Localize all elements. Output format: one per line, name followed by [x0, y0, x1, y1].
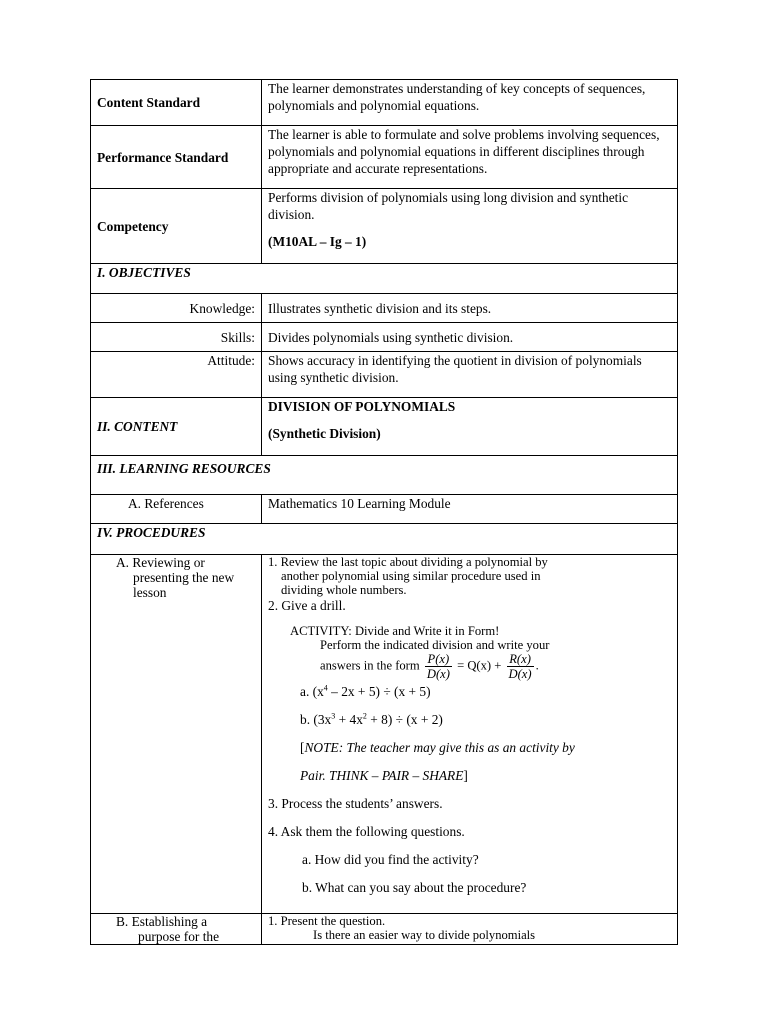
procedure-a-label-line1: A. Reviewing or: [116, 555, 205, 570]
note-bracket-close: ]: [463, 768, 468, 783]
resources-heading-row: [91, 456, 678, 495]
content-cell: [262, 398, 678, 456]
competency-label: Competency: [91, 189, 262, 264]
procedure-b-label-line1: B. Establishing a: [116, 914, 208, 929]
question-b: b. What can you say about the procedure?: [302, 880, 527, 895]
procedure-b-row: [91, 914, 678, 945]
fraction-p-over-d: [425, 652, 452, 681]
procedure-a-label-line2: presenting the new: [133, 570, 235, 585]
step3-text: 3. Process the students’ answers.: [268, 796, 443, 811]
objectives-heading-row: [91, 264, 678, 294]
step1-line2: another polynomial using similar procedure used in: [281, 569, 541, 583]
skills-label: Skills:: [91, 323, 262, 352]
drill-item-b: [268, 711, 671, 728]
step1-line3: dividing whole numbers.: [281, 583, 407, 597]
procedure-b-content: [262, 914, 678, 945]
performance-standard-row: [91, 126, 678, 189]
objectives-heading: I. OBJECTIVES: [91, 264, 678, 294]
activity-instructions: Perform the indicated division and write your: [320, 638, 550, 652]
procedures-heading: IV. PROCEDURES: [91, 524, 678, 555]
fraction2-denominator: D(x): [508, 667, 532, 681]
performance-standard-text: The learner is able to formulate and solve problems involving sequences, polynomials and polynomial equations in different disciplines through appropriate and accurate representations.: [262, 126, 678, 189]
attitude-label: Attitude:: [91, 352, 262, 398]
content-title: DIVISION OF POLYNOMIALS: [268, 399, 456, 414]
content-standard-text: The learner demonstrates understanding of key concepts of sequences, polynomials and polynomial equations.: [262, 80, 678, 126]
step4-text: 4. Ask them the following questions.: [268, 824, 465, 839]
knowledge-row: [91, 294, 678, 323]
knowledge-text: Illustrates synthetic division and its steps.: [262, 294, 678, 323]
skills-row: [91, 323, 678, 352]
content-heading: II. CONTENT: [91, 398, 262, 456]
step2-text: 2. Give a drill.: [268, 598, 346, 613]
content-subtitle: (Synthetic Division): [268, 426, 381, 441]
item-b-post: + 8) ÷ (x + 2): [366, 712, 443, 727]
note-text-line1: NOTE: The teacher may give this as an activity by: [304, 740, 575, 755]
teacher-note-line2: [268, 767, 671, 784]
b-step1-question: Is there an easier way to divide polynomials: [313, 928, 536, 942]
procedure-a-label-line3: lesson: [133, 585, 167, 600]
content-row: [91, 398, 678, 456]
item-a-exponent: 4: [323, 683, 328, 693]
fraction2-numerator: R(x): [507, 652, 534, 667]
references-label: A. References: [91, 495, 262, 524]
competency-row: [91, 189, 678, 264]
lesson-plan-table: [90, 79, 678, 945]
period-text: .: [535, 658, 539, 673]
procedure-b-label-line2: purpose for the: [138, 929, 220, 944]
note-bracket-open: [: [300, 740, 305, 755]
fraction1-denominator: D(x): [426, 667, 450, 681]
item-b-exponent1: 3: [331, 711, 336, 721]
item-b-mid: + 4x: [335, 712, 363, 727]
skills-text: Divides polynomials using synthetic division.: [262, 323, 678, 352]
competency-cell: [262, 189, 678, 264]
competency-code: (M10AL – Ig – 1): [268, 234, 367, 249]
procedure-a-content: [262, 555, 678, 914]
answers-form-text: answers in the form: [320, 658, 420, 673]
equals-q-text: = Q(x) +: [457, 658, 502, 673]
procedures-heading-row: [91, 524, 678, 555]
activity-title: ACTIVITY: Divide and Write it in Form!: [290, 624, 500, 638]
performance-standard-label: Performance Standard: [91, 126, 262, 189]
question-a: a. How did you find the activity?: [302, 852, 479, 867]
answer-form-line: [268, 652, 671, 681]
procedure-a-row: [91, 555, 678, 914]
content-standard-label: Content Standard: [91, 80, 262, 126]
resources-heading: III. LEARNING RESOURCES: [91, 456, 678, 495]
attitude-text: Shows accuracy in identifying the quotient in division of polynomials using synthetic division.: [262, 352, 678, 398]
drill-item-a: [268, 683, 671, 700]
references-value: Mathematics 10 Learning Module: [262, 495, 678, 524]
b-step1-text: 1. Present the question.: [268, 914, 386, 928]
fraction1-numerator: P(x): [425, 652, 452, 667]
attitude-row: [91, 352, 678, 398]
fraction-r-over-d: [507, 652, 534, 681]
references-row: [91, 495, 678, 524]
competency-text: Performs division of polynomials using long division and synthetic division.: [268, 190, 629, 222]
note-text-line2: Pair. THINK – PAIR – SHARE: [300, 768, 464, 783]
item-a-post: – 2x + 5) ÷ (x + 5): [327, 684, 431, 699]
procedure-a-label-cell: [91, 555, 262, 914]
teacher-note-line1: [268, 739, 671, 756]
item-a-pre: a. (x: [300, 684, 324, 699]
knowledge-label: Knowledge:: [91, 294, 262, 323]
step1-line1: 1. Review the last topic about dividing a polynomial by: [268, 555, 548, 569]
item-b-pre: b. (3x: [300, 712, 332, 727]
procedure-b-label-cell: [91, 914, 262, 945]
content-standard-row: [91, 80, 678, 126]
item-b-exponent2: 2: [362, 711, 367, 721]
